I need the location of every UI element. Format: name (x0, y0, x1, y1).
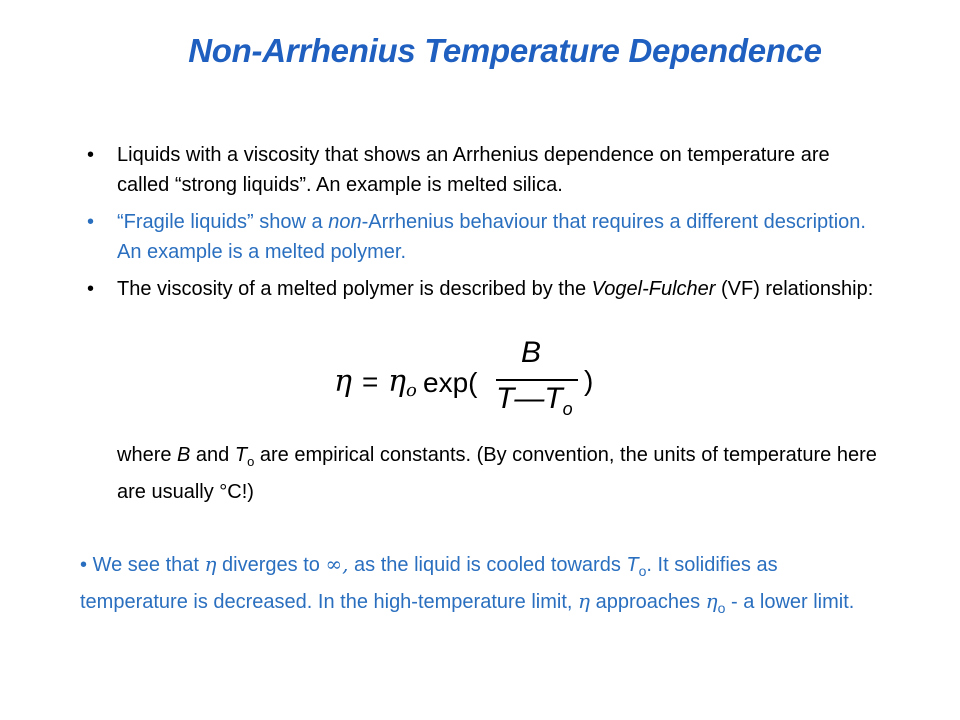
eta-zero-subscript: o (406, 380, 417, 401)
eta-zero-symbol: η (705, 589, 718, 613)
conclusion-text: approaches (590, 591, 706, 613)
where-text: are empirical constants. (By convention, the units of temperature here are usually °C!) (117, 444, 877, 503)
conclusion-text: as the liquid is cooled towards (348, 554, 627, 576)
infinity-symbol: ∞, (325, 552, 349, 576)
denominator-t0: T (544, 382, 563, 415)
bullet-text: (VF) relationship: (715, 278, 874, 300)
eta-zero-subscript: o (717, 600, 726, 616)
symbol-t-subscript: o (247, 454, 255, 469)
denominator-subscript: o (562, 399, 573, 419)
bullet-marker: • (80, 554, 88, 576)
exp-function: exp( (423, 367, 478, 398)
symbol-t: T (234, 444, 248, 466)
eta-symbol: η (204, 552, 217, 576)
bullet-marker: • (87, 144, 95, 166)
bullet-text: Liquids with a viscosity that shows an Arrhenius dependence on temperature are called “strong liquids”. An example is melted silica. (117, 144, 830, 196)
conclusion-paragraph (80, 549, 890, 623)
conclusion-text: - a lower limit. (725, 591, 855, 613)
bullet-text: -Arrhenius behaviour that requires a different description. An example is a melted polymer. (117, 211, 866, 263)
bullet-text: “Fragile liquids” show a (117, 211, 329, 233)
eta-symbol: η (334, 364, 352, 399)
bullet-emphasis: non (328, 211, 362, 233)
eta-symbol: η (578, 589, 591, 613)
right-paren: ) (584, 365, 594, 396)
bullet-strong-liquids (87, 140, 877, 200)
conclusion-text: diverges to (216, 554, 326, 576)
bullet-marker: • (87, 211, 95, 233)
where-paragraph (117, 440, 897, 507)
bullet-emphasis: Vogel-Fulcher (591, 278, 716, 300)
bullet-text: The viscosity of a melted polymer is described by the (117, 278, 592, 300)
bullet-list (87, 140, 877, 311)
bullet-marker: • (87, 278, 95, 300)
fraction-numerator: B (521, 336, 542, 369)
symbol-t-subscript: o (638, 563, 647, 579)
fraction-denominator (496, 382, 573, 420)
equals-sign: = (362, 366, 379, 397)
bullet-vogel-fulcher (87, 274, 877, 304)
bullet-fragile-liquids (87, 207, 877, 267)
where-text: and (190, 444, 235, 466)
symbol-b: B (177, 444, 191, 466)
fraction-bar (496, 379, 578, 381)
denominator-dash: — (514, 382, 545, 415)
symbol-t: T (626, 554, 639, 576)
where-text: where (117, 444, 178, 466)
slide-title: Non-Arrhenius Temperature Dependence (188, 32, 822, 69)
vf-equation (326, 336, 626, 426)
conclusion-text: We see that (87, 554, 205, 576)
denominator-t: T (496, 382, 515, 415)
eta-zero-symbol: η (388, 364, 406, 399)
conclusion-text: . It solidifies as temperature is decreased. In the high-temperature limit, (80, 554, 778, 613)
